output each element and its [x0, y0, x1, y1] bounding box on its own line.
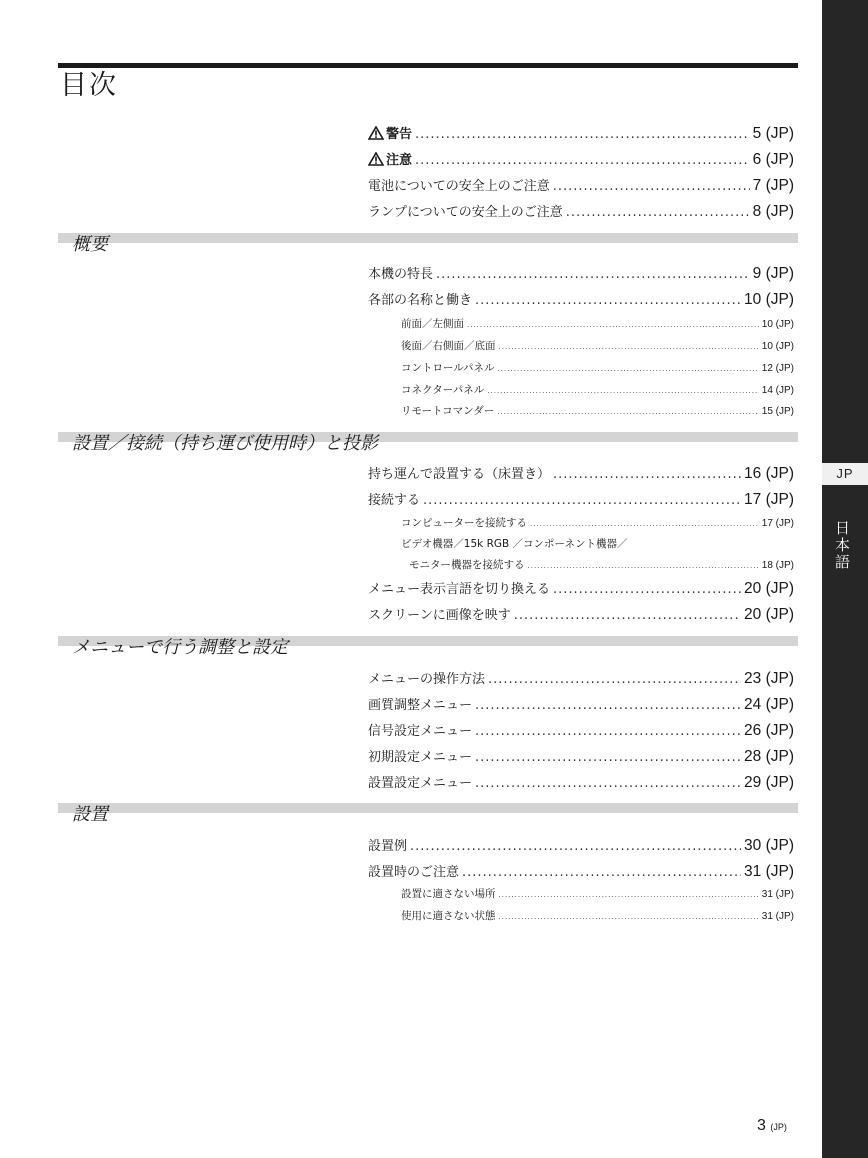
toc-page: 8 (JP): [752, 203, 794, 220]
toc-label: 使用に適さない状態: [401, 910, 496, 922]
leader-dots: [553, 176, 750, 198]
page-number: [757, 1117, 787, 1135]
toc-label: ランプについての安全上のご注意: [368, 205, 563, 220]
leader-dots: [499, 885, 759, 904]
section-title: メニューで行う調整と設定: [72, 637, 288, 658]
leader-dots: [423, 490, 741, 512]
leader-dots: [475, 695, 741, 717]
leader-dots: [488, 669, 741, 691]
toc-subrow[interactable]: [401, 907, 794, 926]
toc-subrow[interactable]: [401, 359, 794, 378]
toc-row[interactable]: [368, 489, 794, 512]
section-title: 概要: [72, 234, 108, 255]
toc-page: 26 (JP): [744, 722, 794, 739]
toc-label: 設置例: [368, 839, 408, 854]
toc-page: 6 (JP): [752, 151, 794, 168]
leader-dots: [415, 150, 750, 172]
toc-page: 23 (JP): [744, 670, 794, 687]
toc-label: 初期設定メニュー: [368, 750, 473, 765]
toc-label: 画質調整メニュー: [368, 698, 473, 713]
toc-row[interactable]: [368, 175, 794, 198]
leader-dots: [499, 337, 759, 356]
toc-page: 9 (JP): [752, 265, 794, 282]
toc-row[interactable]: [368, 201, 794, 224]
toc-page: 7 (JP): [752, 177, 794, 194]
leader-dots: [415, 124, 750, 146]
leader-dots: [497, 402, 759, 421]
section-bar: [58, 803, 798, 813]
leader-dots: [530, 514, 759, 533]
leader-dots: [410, 836, 741, 858]
page-number-suffix: (JP): [770, 1122, 787, 1132]
toc-page: 28 (JP): [744, 748, 794, 765]
leader-dots: [499, 907, 759, 926]
toc-page: 10 (JP): [744, 291, 794, 308]
toc-row[interactable]: [368, 861, 794, 884]
top-rule: [58, 63, 798, 68]
toc-label: モニター機器を接続する: [409, 559, 525, 571]
toc-row[interactable]: [368, 668, 794, 691]
leader-dots: [475, 747, 741, 769]
toc-row[interactable]: [368, 835, 794, 858]
toc-label: 持ち運んで設置する（床置き）: [368, 467, 551, 482]
toc-label: 各部の名称と働き: [368, 293, 473, 308]
toc-page: 24 (JP): [744, 696, 794, 713]
toc-subrow[interactable]: [401, 337, 794, 356]
leader-dots: [462, 862, 741, 884]
toc-label: ビデオ機器／15k RGB ／コンポーネント機器／: [401, 538, 628, 550]
toc-label: 設置に適さない場所: [401, 888, 496, 900]
leader-dots: [487, 381, 759, 400]
toc-label: メニュー表示言語を切り換える: [368, 582, 551, 597]
section-bar: [58, 233, 798, 243]
toc-label: 警告: [386, 127, 413, 142]
leader-dots: [498, 359, 759, 378]
section-title: 設置: [72, 804, 108, 825]
toc-subrow[interactable]: [401, 315, 794, 334]
toc-page: 10 (JP): [761, 341, 794, 352]
toc-row[interactable]: [368, 604, 794, 627]
leader-dots: [475, 773, 741, 795]
page-title: 目次: [60, 70, 118, 101]
side-tab-language: 日本語: [833, 520, 851, 571]
toc-page: 17 (JP): [761, 518, 794, 529]
toc-subrow[interactable]: [401, 381, 794, 400]
toc-row[interactable]: [368, 720, 794, 743]
toc-page: 31 (JP): [744, 863, 794, 880]
toc-page: 20 (JP): [744, 580, 794, 597]
leader-dots: [553, 464, 741, 486]
toc-page: 5 (JP): [752, 125, 794, 142]
side-tab-bar: [822, 0, 868, 1158]
toc-label: リモートコマンダー: [401, 405, 495, 417]
leader-dots: [528, 556, 759, 575]
toc-label: 電池についての安全上のご注意: [368, 179, 550, 194]
leader-dots: [467, 315, 759, 334]
toc-page: 12 (JP): [761, 363, 794, 374]
toc-label: 接続する: [368, 493, 421, 508]
leader-dots: [553, 579, 741, 601]
toc-row[interactable]: [368, 463, 794, 486]
toc-label: コンピューターを接続する: [401, 517, 527, 529]
warning-triangle-icon: [368, 126, 384, 140]
leader-dots: [514, 605, 741, 627]
side-tab-code: JP: [822, 463, 868, 485]
leader-dots: [475, 721, 741, 743]
toc-page: 31 (JP): [761, 889, 794, 900]
toc-label: 後面／右側面／底面: [401, 340, 496, 352]
toc-subrow-heading[interactable]: [401, 535, 794, 553]
leader-dots: [475, 290, 741, 312]
toc-row-caution[interactable]: [368, 149, 794, 172]
toc-label: 信号設定メニュー: [368, 724, 473, 739]
toc-row[interactable]: [368, 694, 794, 717]
toc-label: コントロールパネル: [401, 362, 495, 374]
leader-dots: [436, 264, 750, 286]
toc-row[interactable]: [368, 263, 794, 286]
toc-label: スクリーンに画像を映す: [368, 608, 511, 623]
toc-label: メニューの操作方法: [368, 672, 486, 687]
toc-label: コネクターパネル: [401, 384, 485, 396]
toc-subrow[interactable]: [401, 402, 794, 421]
toc-row[interactable]: [368, 746, 794, 769]
toc-label: 本機の特長: [368, 267, 434, 282]
toc-page: 20 (JP): [744, 606, 794, 623]
toc-subrow[interactable]: [401, 885, 794, 904]
toc-row[interactable]: [368, 578, 794, 601]
toc-page: 30 (JP): [744, 837, 794, 854]
toc-subrow[interactable]: [409, 556, 794, 575]
toc-page: 31 (JP): [761, 911, 794, 922]
toc-subrow[interactable]: [401, 514, 794, 533]
toc-page: 29 (JP): [744, 774, 794, 791]
toc-label: 前面／左側面: [401, 318, 464, 330]
toc-row[interactable]: [368, 772, 794, 795]
toc-page: 18 (JP): [761, 560, 794, 571]
toc-page: 14 (JP): [761, 385, 794, 396]
toc-page: 16 (JP): [744, 465, 794, 482]
toc-label: 設置時のご注意: [368, 865, 460, 880]
toc-page: 17 (JP): [744, 491, 794, 508]
toc-label: 設置設定メニュー: [368, 776, 473, 791]
page-number-value: 3: [757, 1117, 766, 1134]
leader-dots: [566, 202, 750, 224]
warning-triangle-icon: [368, 152, 384, 166]
toc-page: 15 (JP): [761, 406, 794, 417]
toc-row[interactable]: [368, 289, 794, 312]
toc-label: 注意: [386, 153, 413, 168]
toc-page: 10 (JP): [761, 319, 794, 330]
section-title: 設置／接続（持ち運び使用時）と投影: [72, 433, 378, 454]
toc-row-warning[interactable]: [368, 123, 794, 146]
